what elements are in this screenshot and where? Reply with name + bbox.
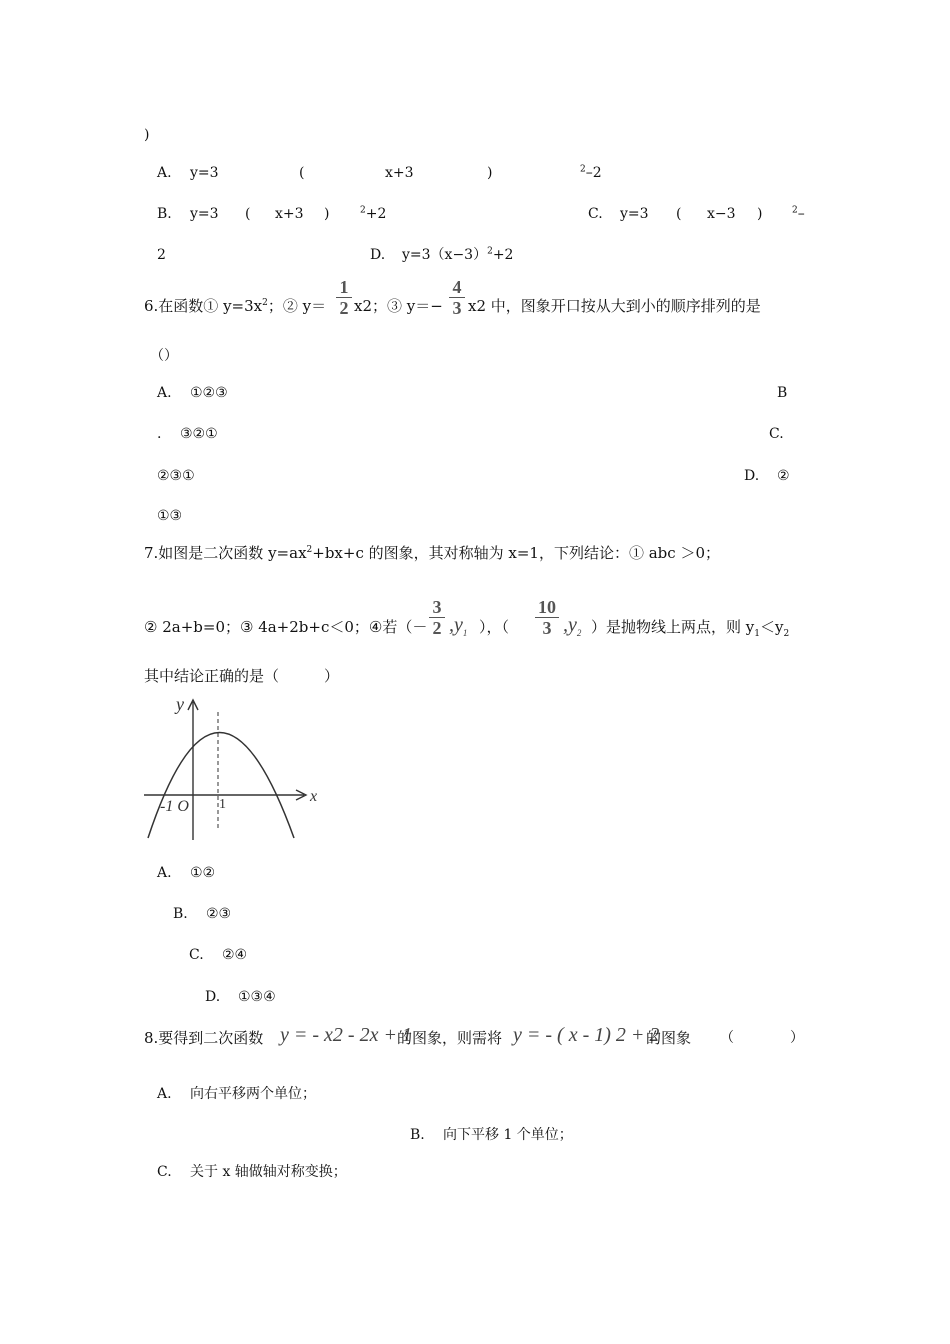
- q7-parabola-graph: [140, 690, 340, 850]
- q5-option-b-y: y=3: [190, 206, 219, 222]
- q5-option-c-lparen: (: [676, 206, 682, 222]
- q6-stem: 6.在函数① $y=3x^2$；② y＝: [144, 297, 327, 315]
- q7-option-d-label: D.: [205, 989, 221, 1005]
- q6-option-b-dot: .: [157, 426, 162, 442]
- q7-option-a-label: A.: [157, 865, 172, 881]
- q7-fraction-three-halves: 3 2: [429, 598, 445, 637]
- q6-option-c-label: C.: [769, 426, 784, 442]
- q6-stem-middle: x2；③ y＝−: [354, 297, 443, 315]
- q5-option-a-y: y=3: [190, 165, 219, 181]
- q8-option-c-label: C.: [157, 1164, 172, 1180]
- q8-stem-c: 的图象: [646, 1029, 692, 1047]
- parabola-curve: [148, 733, 294, 839]
- q5-option-a-lparen: (: [299, 165, 305, 181]
- q5-option-c-rparen: ): [757, 206, 763, 222]
- q5-option-d-text: $y=3(x-3)^2+2$: [402, 246, 514, 263]
- q5-option-a-rparen: ): [487, 165, 493, 181]
- q8-formula-source: y = - ( x - 1) 2 + 2: [513, 1024, 660, 1046]
- q7-stem-line1: 7.如图是二次函数 $y=ax^2+bx+c$ 的图象，其对称轴为 x=1，下列结论：① abc ＞0；: [144, 544, 720, 562]
- q8-option-b: 向下平移 1 个单位；: [443, 1127, 573, 1143]
- q7-option-b-label: B.: [173, 906, 188, 922]
- q5-option-c-label: C.: [588, 206, 603, 222]
- q7-option-c: ②④: [222, 947, 248, 963]
- q8-stem-b: 的图象，则需将: [397, 1029, 503, 1047]
- q8-option-c: 关于 x 轴做轴对称变换；: [190, 1164, 347, 1180]
- q8-formula-target: y = - x2 - 2x + 1: [280, 1024, 412, 1046]
- tick-label-one: 1: [219, 797, 226, 812]
- q7-stem-line3: 其中结论正确的是（ ）: [144, 667, 340, 685]
- q5-option-b-label: B.: [157, 206, 172, 222]
- q5-option-a-label: A.: [157, 165, 172, 181]
- q6-option-b-label: B: [777, 385, 788, 401]
- q6-option-c: ②③①: [157, 468, 195, 484]
- q6-fraction-one-half: 1 2: [336, 278, 352, 317]
- q5-option-c-x: x−3: [707, 206, 736, 222]
- q7-y1-symbol: $,y_1$: [449, 614, 468, 638]
- q5-option-b-tail: $^2$+2: [360, 205, 387, 222]
- q7-option-c-label: C.: [189, 947, 204, 963]
- q6-stem-end: x2 中，图象开口按从大到小的顺序排列的是: [468, 297, 761, 315]
- q5-option-b-x: x+3: [275, 206, 304, 222]
- q7-fraction-ten-thirds: 10 3: [535, 598, 559, 637]
- q5-option-b-rparen: ): [324, 206, 330, 222]
- q6-option-d-wrap: ①③: [157, 508, 183, 524]
- q8-answer-paren: （ ）: [720, 1030, 804, 1046]
- q7-y2-symbol: $,y_2$: [563, 614, 582, 638]
- q5-option-c-wrap: 2: [157, 247, 166, 263]
- q7-option-d: ①③④: [238, 989, 276, 1005]
- q5-option-a-x: x+3: [385, 165, 414, 181]
- q6-option-d-label: D.: [744, 468, 760, 484]
- q8-option-b-label: B.: [410, 1127, 425, 1143]
- q6-option-a-label: A.: [157, 385, 172, 401]
- origin-label: -1 O: [160, 798, 189, 815]
- x-axis-label: x: [310, 788, 318, 805]
- q7-option-a: ①②: [190, 865, 216, 881]
- q5-option-c-y: y=3: [620, 206, 649, 222]
- q7-stem-line2-c: ）是抛物线上两点，则 $y_1<y_2$: [591, 618, 790, 639]
- q8-option-a: 向右平移两个单位；: [190, 1086, 316, 1102]
- q6-option-d: ②: [777, 468, 790, 484]
- q7-stem-line2-a: ② 2a+b=0；③ 4a+2b+c＜0；④若（－: [144, 618, 428, 636]
- q5-paren-close: ): [144, 127, 150, 143]
- q5-option-d-label: D.: [370, 247, 386, 263]
- q5-option-b-lparen: (: [245, 206, 251, 222]
- q7-stem-line2-b: ），（: [479, 618, 510, 636]
- q6-option-a: ①②③: [190, 385, 228, 401]
- q5-option-c-tail: $^2$–: [792, 205, 805, 222]
- q6-answer-paren: （）: [150, 348, 178, 364]
- q7-option-b: ②③: [206, 906, 232, 922]
- q5-option-a-tail: $^2$–2: [580, 164, 602, 181]
- q8-option-a-label: A.: [157, 1086, 172, 1102]
- q8-stem-a: 8.要得到二次函数: [144, 1029, 264, 1047]
- q6-fraction-four-thirds: 4 3: [449, 278, 465, 317]
- y-axis-label: y: [176, 694, 184, 714]
- q6-option-b: ③②①: [180, 426, 218, 442]
